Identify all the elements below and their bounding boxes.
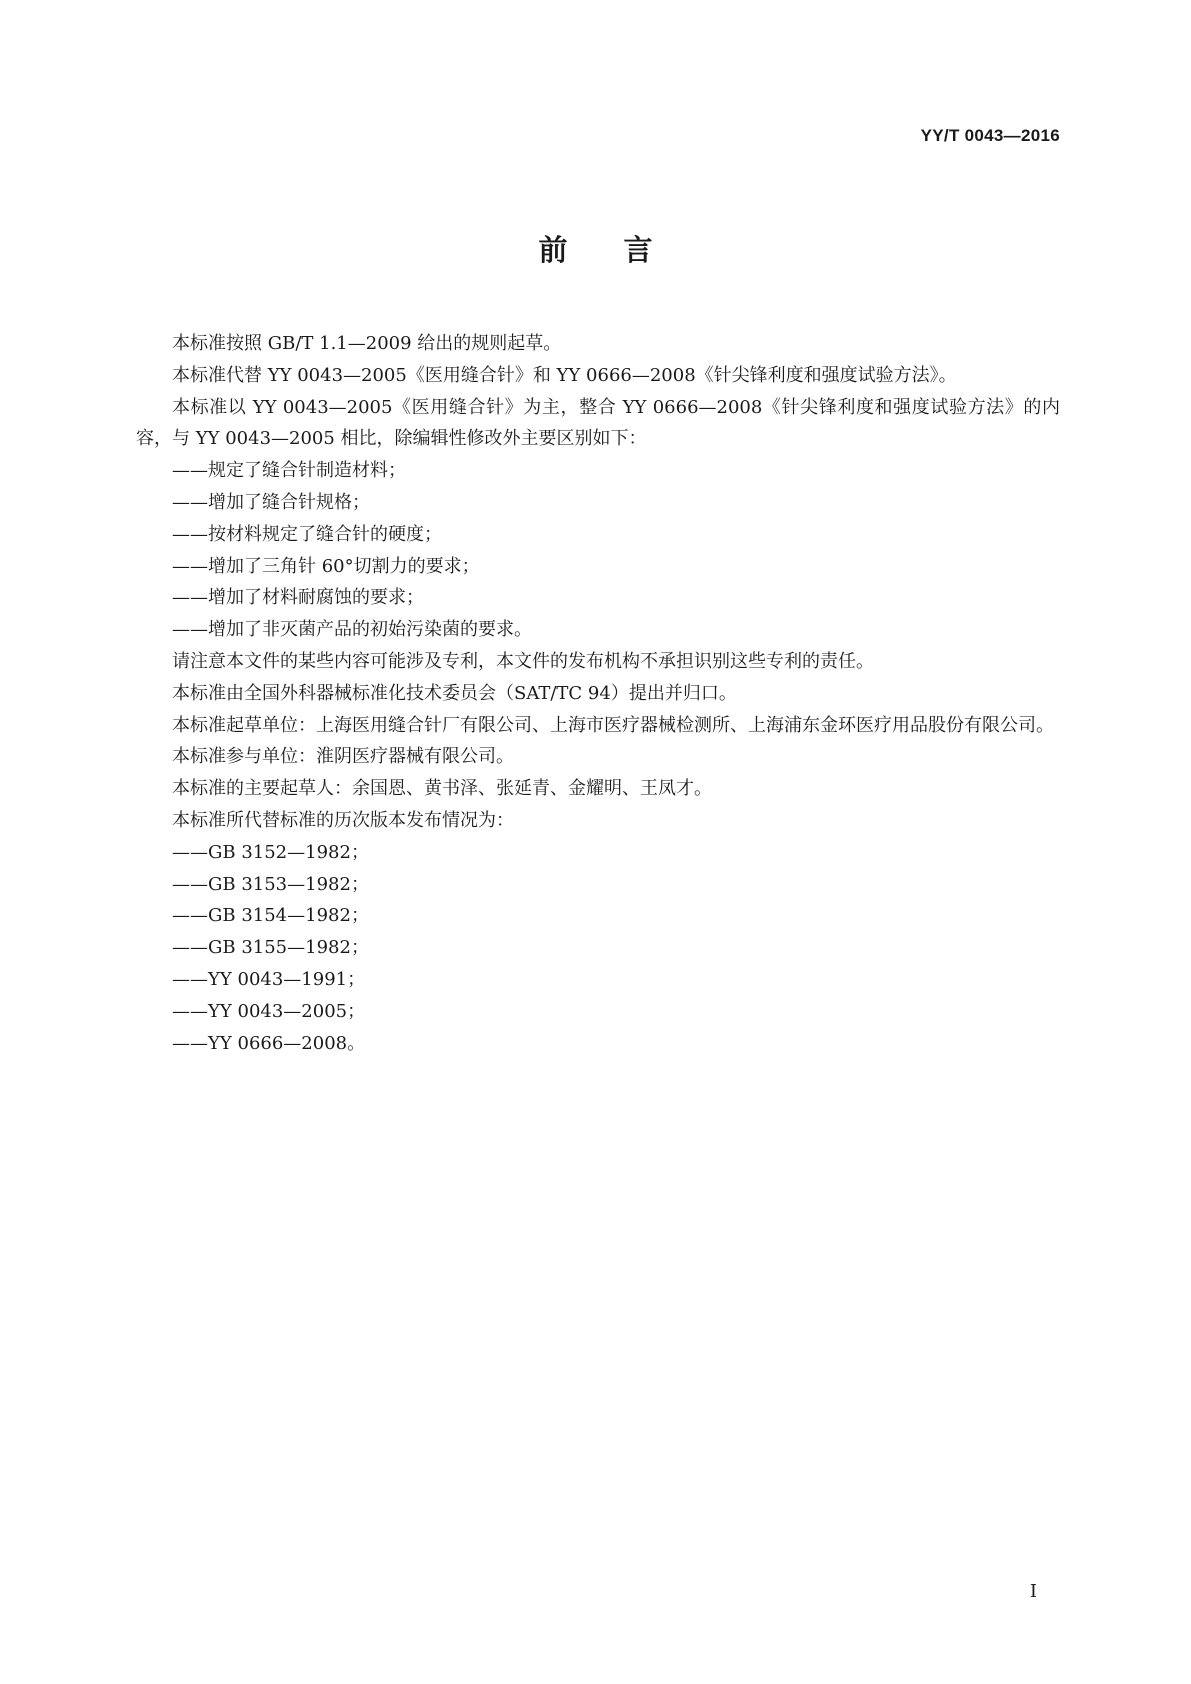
change-item: ——按材料规定了缝合针的硬度； <box>172 523 442 545</box>
paragraph-main-changes: 本标准以 YY 0043—2005《医用缝合针》为主，整合 YY 0666—2008《针尖锋利度和强度试验方法》的内容，与 YY 0043—2005 相比，除编辑性修改外主要区别如下： <box>136 396 1060 450</box>
previous-version-item: ——YY 0043—2005； <box>172 1000 366 1022</box>
paragraph-participating-units: 本标准参与单位：淮阴医疗器械有限公司。 <box>172 746 514 768</box>
previous-version-item: ——GB 3154—1982； <box>172 905 369 927</box>
paragraph-replaces: 本标准代替 YY 0043—2005《医用缝合针》和 YY 0666—2008《针尖锋利度和强度试验方法》。 <box>172 364 957 386</box>
paragraph-main-drafters: 本标准的主要起草人：余国恩、黄书泽、张延青、金耀明、王凤才。 <box>172 778 712 800</box>
paragraph-drafting-rules: 本标准按照 GB/T 1.1—2009 给出的规则起草。 <box>172 333 562 354</box>
standard-code: YY/T 0043—2016 <box>920 126 1060 145</box>
change-item: ——增加了三角针 60°切割力的要求； <box>172 555 480 577</box>
paragraph-version-history: 本标准所代替标准的历次版本发布情况为： <box>172 809 514 831</box>
change-item: ——增加了非灭菌产品的初始污染菌的要求。 <box>172 619 532 641</box>
previous-version-item: ——GB 3155—1982； <box>172 937 369 959</box>
paragraph-patent-notice: 请注意本文件的某些内容可能涉及专利，本文件的发布机构不承担识别这些专利的责任。 <box>172 650 874 672</box>
paragraph-drafting-units: 本标准起草单位：上海医用缝合针厂有限公司、上海市医疗器械检测所、上海浦东金环医疗用品股份有限公司。 <box>172 714 1054 736</box>
paragraph-proposed-by: 本标准由全国外科器械标准化技术委员会（SAT/TC 94）提出并归口。 <box>172 682 737 704</box>
change-item: ——增加了缝合针规格； <box>172 491 370 513</box>
previous-version-item: ——GB 3152—1982； <box>172 841 369 863</box>
foreword-body <box>136 328 1060 1059</box>
page-title: 前言 <box>538 233 709 267</box>
change-item: ——增加了材料耐腐蚀的要求； <box>172 587 424 609</box>
page-number: I <box>1029 1581 1037 1602</box>
previous-version-item: ——YY 0666—2008。 <box>172 1032 366 1054</box>
previous-version-item: ——GB 3153—1982； <box>172 873 369 895</box>
change-item: ——规定了缝合针制造材料； <box>172 460 406 482</box>
previous-version-item: ——YY 0043—1991； <box>172 968 366 990</box>
